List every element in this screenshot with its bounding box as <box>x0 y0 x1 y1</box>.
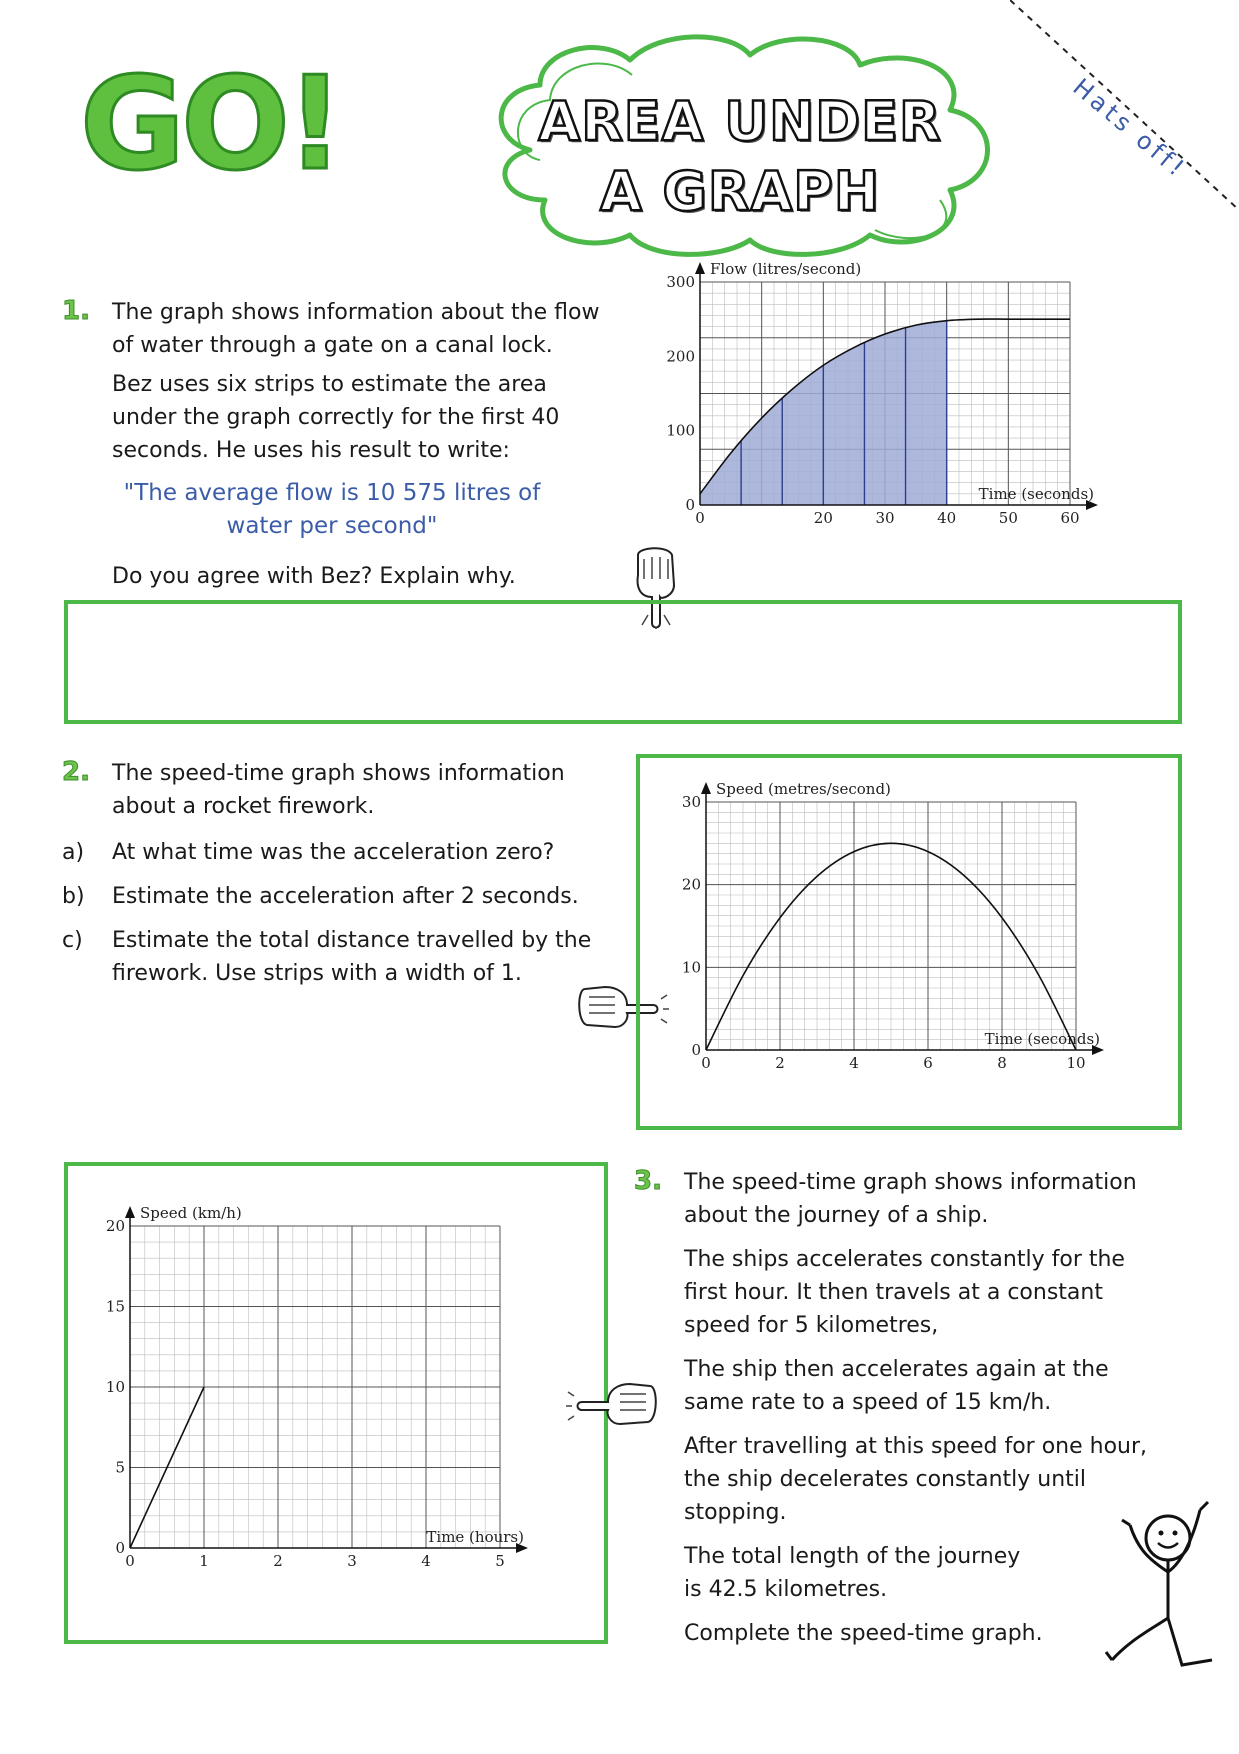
x-tick-label: 0 <box>701 1054 711 1072</box>
text-line: the ship decelerates constantly until <box>684 1467 1086 1492</box>
ship-chart[interactable] <box>80 1190 590 1590</box>
text-line: The speed-time graph shows information <box>684 1170 1137 1195</box>
bez-quote <box>112 477 552 543</box>
text-line: speed for 5 kilometres, <box>684 1313 939 1338</box>
part-letter: a) <box>62 840 85 865</box>
answer-box[interactable] <box>64 600 1182 724</box>
y-axis-label: Flow (litres/second) <box>710 262 862 278</box>
text-line: stopping. <box>684 1500 787 1525</box>
x-tick-label: 4 <box>849 1054 859 1072</box>
question-1-paragraph-2 <box>112 368 632 467</box>
x-tick-label: 0 <box>125 1552 135 1570</box>
text-line: under the graph correctly for the first 40 <box>112 405 560 430</box>
part-text: At what time was the acceleration zero? <box>112 840 555 865</box>
part-text: Estimate the total distance travelled by the <box>112 928 592 953</box>
text-line: The speed-time graph shows information <box>112 761 565 786</box>
y-tick-label: 15 <box>105 1297 125 1316</box>
pointing-hand-icon <box>560 1378 660 1428</box>
x-tick-label: 30 <box>875 509 895 527</box>
text-line: The graph shows information about the flow <box>112 300 600 325</box>
y-axis-arrow <box>701 782 711 794</box>
x-axis-label: Time (seconds) <box>978 485 1094 503</box>
question-3-paragraph <box>684 1243 1224 1342</box>
x-tick-label: 8 <box>997 1054 1007 1072</box>
part-text: firework. Use strips with a width of 1. <box>112 961 522 986</box>
question-3-paragraph <box>684 1353 1224 1419</box>
part-letter: b) <box>62 884 85 909</box>
y-tick-label: 10 <box>105 1378 125 1396</box>
text-line: of water through a gate on a canal lock. <box>112 333 553 358</box>
y-axis-arrow <box>125 1206 135 1218</box>
y-tick-label: 100 <box>666 421 695 440</box>
x-tick-label: 20 <box>813 509 833 527</box>
x-tick-label: 2 <box>273 1552 283 1570</box>
y-tick-label: 20 <box>681 875 701 894</box>
question-2-intro <box>112 757 632 823</box>
text-line: seconds. He uses his result to write: <box>112 438 510 463</box>
x-tick-label: 0 <box>695 509 705 527</box>
y-tick-label: 30 <box>681 793 701 811</box>
corner-note: Hats off! <box>1067 73 1193 185</box>
y-tick-label: 300 <box>666 273 695 291</box>
text-line: The ship then accelerates again at the <box>684 1357 1109 1382</box>
x-tick-label: 10 <box>1066 1054 1086 1072</box>
text-line: about the journey of a ship. <box>684 1203 989 1228</box>
question-1-paragraph-1 <box>112 296 632 362</box>
y-tick-label: 0 <box>691 1041 701 1059</box>
y-tick-label: 20 <box>105 1217 125 1235</box>
y-tick-label: 5 <box>115 1458 125 1477</box>
x-tick-label: 60 <box>1060 509 1080 527</box>
x-axis-label: Time (hours) <box>426 1528 524 1546</box>
text-line: Bez uses six strips to estimate the area <box>112 372 547 397</box>
question-1-number: 1. <box>62 296 90 326</box>
grid-fine <box>706 802 1076 1050</box>
x-tick-label: 40 <box>937 509 957 527</box>
title-block <box>470 30 1010 260</box>
question-2-parts <box>62 836 642 990</box>
text-line: The total length of the journey <box>684 1544 1021 1569</box>
text-line: about a rocket firework. <box>112 794 375 819</box>
x-tick-label: 2 <box>775 1054 785 1072</box>
x-tick-label: 50 <box>998 509 1018 527</box>
page-title-line-2: A GRAPH <box>599 160 881 223</box>
firework-chart <box>660 770 1160 1080</box>
x-tick-label: 1 <box>199 1552 209 1570</box>
y-tick-label: 0 <box>685 496 695 514</box>
text-line: Complete the speed-time graph. <box>684 1621 1043 1646</box>
text-line: first hour. It then travels at a constant <box>684 1280 1103 1305</box>
question-1-prompt: Do you agree with Bez? Explain why. <box>112 564 516 589</box>
part-text: Estimate the acceleration after 2 seconds. <box>112 884 579 909</box>
x-tick-label: 4 <box>421 1552 431 1570</box>
y-axis-label: Speed (km/h) <box>140 1204 242 1222</box>
x-axis-label: Time (seconds) <box>984 1030 1100 1048</box>
go-logo <box>80 50 360 200</box>
text-line: "The average flow is 10 575 litres of <box>123 480 541 506</box>
y-tick-label: 10 <box>681 958 701 977</box>
question-2-number: 2. <box>62 757 90 787</box>
question-2-part-a <box>62 836 642 880</box>
text-line: is 42.5 kilometres. <box>684 1577 888 1602</box>
part-letter: c) <box>62 928 83 953</box>
question-3-paragraph <box>684 1166 1224 1232</box>
question-2-part-b <box>62 880 642 924</box>
page-title-line-1: AREA UNDER <box>538 90 942 153</box>
flow-chart <box>660 262 1160 592</box>
x-tick-label: 6 <box>923 1054 933 1072</box>
text-line: After travelling at this speed for one hour, <box>684 1434 1148 1459</box>
y-tick-label: 200 <box>666 347 695 366</box>
question-3-number: 3. <box>634 1166 662 1196</box>
stick-figure-icon <box>1100 1490 1230 1680</box>
y-tick-label: 0 <box>115 1539 125 1557</box>
x-tick-label: 5 <box>495 1552 505 1570</box>
text-line: The ships accelerates constantly for the <box>684 1247 1125 1272</box>
x-tick-label: 3 <box>347 1552 357 1570</box>
y-axis-arrow <box>695 262 705 274</box>
question-2-part-c <box>62 924 642 990</box>
text-line: same rate to a speed of 15 km/h. <box>684 1390 1052 1415</box>
y-axis-label: Speed (metres/second) <box>716 780 891 798</box>
text-line: water per second" <box>226 513 438 539</box>
go-logo-text: GO! <box>80 50 341 199</box>
